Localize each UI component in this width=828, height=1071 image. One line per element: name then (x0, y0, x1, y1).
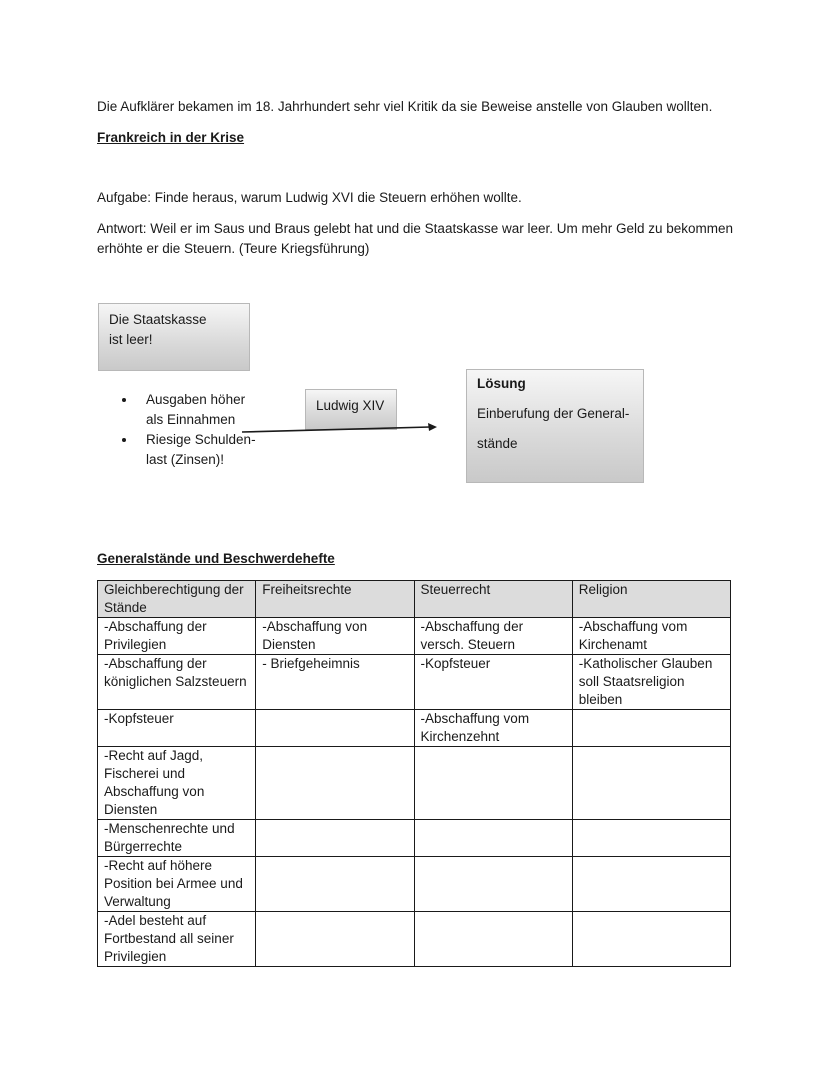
intro-paragraph: Die Aufklärer bekamen im 18. Jahrhundert sehr viel Kritik da sie Beweise anstelle von Glauben wollten. (97, 99, 713, 114)
table-cell (414, 912, 572, 967)
table-cell: -Katholischer Glauben soll Staatsreligion bleiben (572, 655, 730, 710)
answer-line-1: Antwort: Weil er im Saus und Braus gelebt hat und die Staatskasse war leer. Um mehr Geld zu bekommen (97, 221, 734, 236)
table-cell: -Kopfsteuer (414, 655, 572, 710)
causes-list (120, 390, 258, 470)
solution-box (466, 369, 644, 483)
column-header: Gleichberechtigung der Stände (98, 581, 256, 618)
table-cell (256, 857, 414, 912)
table-cell (572, 857, 730, 912)
solution-line-1: Einberufung der General- (477, 406, 630, 421)
table-cell: -Abschaffung vom Kirchenamt (572, 618, 730, 655)
table-cell: -Recht auf höhere Position bei Armee und Verwaltung (98, 857, 256, 912)
arrow-connector (240, 418, 440, 438)
solution-line-2: stände (477, 436, 518, 451)
answer-line-2: erhöhte er die Steuern. (Teure Kriegsführung) (97, 241, 370, 256)
table-cell: -Abschaffung der Privilegien (98, 618, 256, 655)
table-cell (572, 912, 730, 967)
arrow-line (242, 427, 430, 432)
table-row (98, 912, 731, 967)
table-cell: -Abschaffung vom Kirchenzehnt (414, 710, 572, 747)
table-header-row (98, 581, 731, 618)
table-row (98, 747, 731, 820)
table-row (98, 710, 731, 747)
table-row (98, 655, 731, 710)
table-row (98, 820, 731, 857)
table-cell: -Abschaffung der versch. Steuern (414, 618, 572, 655)
table-cell (256, 747, 414, 820)
table-row (98, 618, 731, 655)
empty-treasury-text: Die Staatskasse ist leer! (109, 312, 207, 347)
table-cell (256, 710, 414, 747)
cause-item: Riesige Schulden-last (Zinsen)! (120, 430, 258, 470)
table-cell: -Kopfsteuer (98, 710, 256, 747)
table-cell: -Adel besteht auf Fortbestand all seiner Privilegien (98, 912, 256, 967)
table-cell (256, 912, 414, 967)
grievances-table (97, 580, 731, 967)
cause-item: Ausgaben höher als Einnahmen (120, 390, 258, 430)
column-header: Steuerrecht (414, 581, 572, 618)
column-header: Religion (572, 581, 730, 618)
table-cell (572, 747, 730, 820)
table-cell: - Briefgeheimnis (256, 655, 414, 710)
arrow-head (428, 423, 437, 431)
table-cell (414, 820, 572, 857)
solution-title: Lösung (477, 376, 526, 391)
table-cell: -Abschaffung der königlichen Salzsteuern (98, 655, 256, 710)
empty-treasury-box (98, 303, 250, 371)
table-cell (414, 857, 572, 912)
table-cell: -Abschaffung von Diensten (256, 618, 414, 655)
table-cell (256, 820, 414, 857)
section-heading-estates: Generalstände und Beschwerdehefte (97, 551, 335, 566)
section-heading-crisis: Frankreich in der Krise (97, 130, 245, 145)
king-label: Ludwig XIV (316, 398, 385, 413)
table-cell: -Menschenrechte und Bürgerrechte (98, 820, 256, 857)
column-header: Freiheitsrechte (256, 581, 414, 618)
table-row (98, 857, 731, 912)
table-cell (572, 710, 730, 747)
table-cell: -Recht auf Jagd, Fischerei und Abschaffung von Diensten (98, 747, 256, 820)
table-cell (414, 747, 572, 820)
task-paragraph: Aufgabe: Finde heraus, warum Ludwig XVI die Steuern erhöhen wollte. (97, 190, 522, 205)
table-cell (572, 820, 730, 857)
